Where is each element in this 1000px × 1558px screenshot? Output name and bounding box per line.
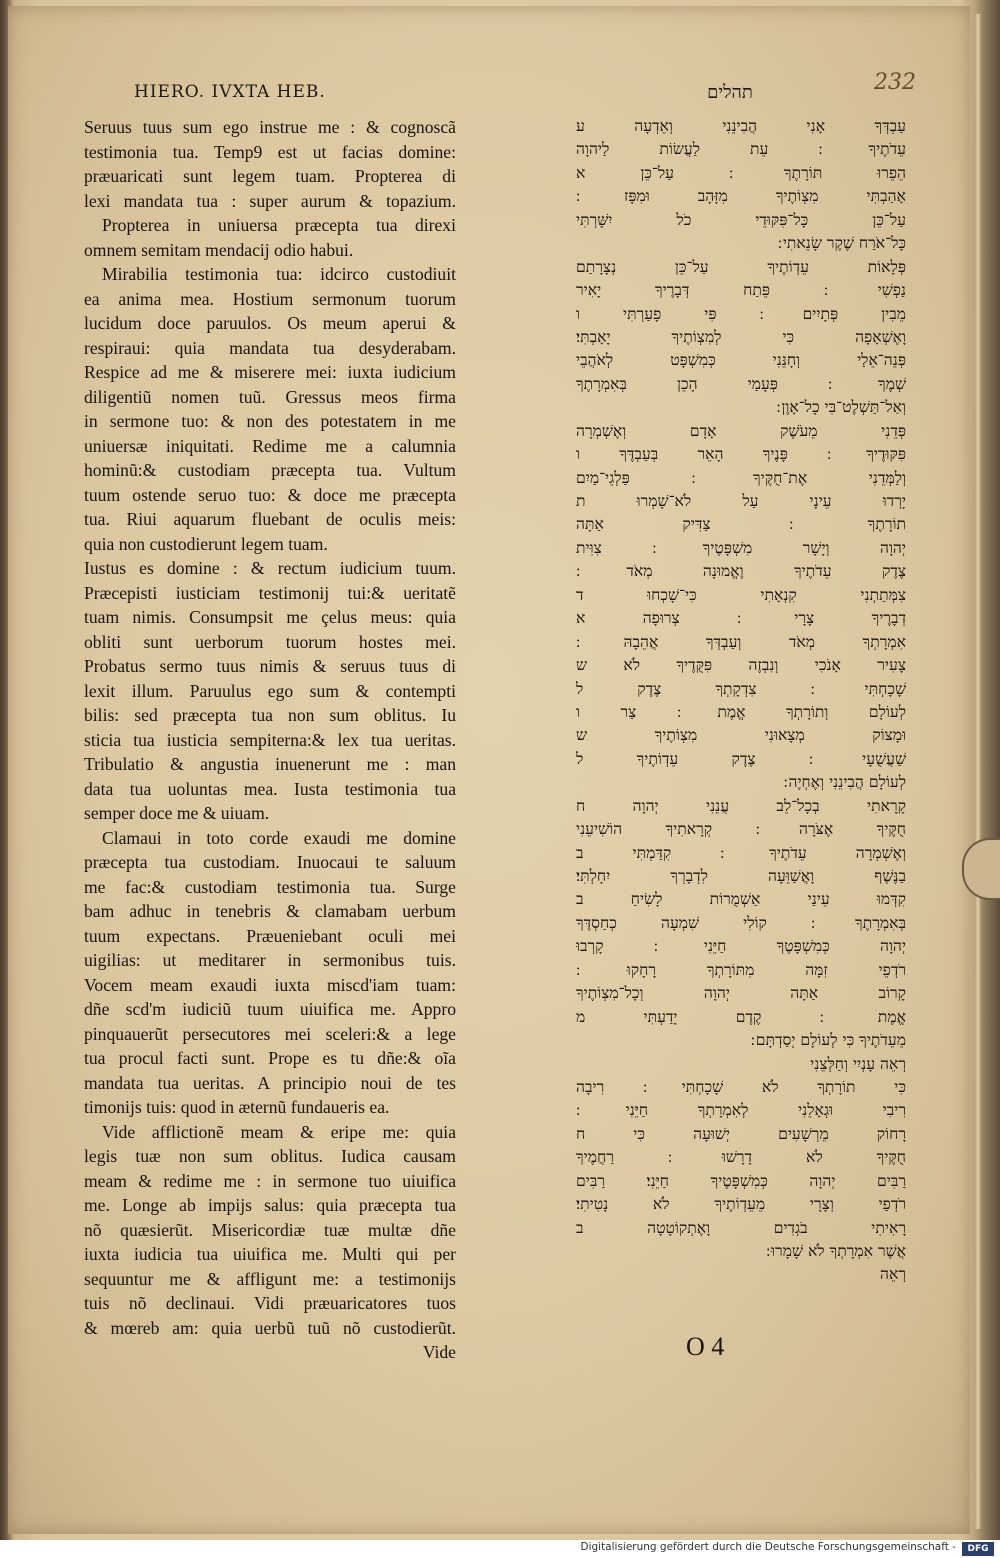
hebrew-line: יְהוָה כְּמִשְׁפָּטֶךָ חַיֵּנִי ׃ קָרְבוּ <box>576 937 906 956</box>
hebrew-line: וּמָצוֹק מְצָאוּנִי מִצְוֹתֶיךָ ש <box>576 726 906 745</box>
latin-line: omnem semitam mendacij odio habui. <box>84 239 354 260</box>
hebrew-line: עַבְדְּךָ אָנִי הֲבִינֵנִי וְאֵדְעָה ע <box>576 117 906 135</box>
folio-number: 232 <box>874 70 916 95</box>
latin-line: Præcepisti iusticiam testimonij tui:& ueritatẽ <box>84 582 456 603</box>
latin-line: Respice ad me & miserere mei: iuxta iudicium <box>84 362 456 382</box>
footer-credit: Digitalisierung gefördert durch die Deutsche Forschungsgemeinschaft - <box>580 1541 956 1553</box>
hebrew-line: רַבִּים יְהוָה כְּמִשְׁפָּטֶיךָ חַיֵּנִי׃ רַבִּים <box>576 1171 906 1190</box>
latin-line: mandata tua ueritas. A principio noui de tes <box>84 1072 456 1093</box>
hebrew-line: קָרוֹב אַתָּה יְהוָה וְכָל־מִצְוֹתֶיךָ <box>576 984 906 1003</box>
latin-line: nõ quæsierũt. Misericordiæ tuæ multæ dñe <box>84 1219 456 1240</box>
hebrew-line: צָעִיר אָנֹכִי וְנִבְזֶה פִּקֻּדֶיךָ לֹא ש <box>576 656 906 675</box>
hebrew-line: צֶדֶק עֵדֹתֶיךָ וֶאֱמוּנָה מְאֹד ׃ <box>576 562 906 581</box>
latin-line: quia non custodierunt legem tuam. <box>84 533 328 554</box>
latin-line: legis tuæ non sum oblitus. Iudica causam <box>84 1146 456 1166</box>
hebrew-line: אֱמֶת ׃ קֶדֶם יָדַעְתִּי מ <box>576 1007 906 1026</box>
latin-line: tuum expectans. Præueniebant oculi mei <box>84 925 456 946</box>
hebrew-line: שְׁמֶךָ ׃ פְּעָמַי הָכֵן בְּאִמְרָתֶךָ <box>576 374 906 393</box>
latin-line: bam adhuc in tenebris & clamabam uerbum <box>84 901 456 921</box>
hebrew-column <box>576 115 906 1335</box>
hebrew-line: יָרְדוּ עֵינָי עַל לֹא־שָׁמְרוּ ת <box>576 492 906 510</box>
latin-line: data tua uoluntas mea. Iusta testimonia tua <box>84 778 456 799</box>
hebrew-line: קִדְּמוּ עֵינַי אַשְׁמֻרוֹת לָשִׂיחַ ב <box>576 890 906 909</box>
hebrew-line: הֵפֵרוּ תּוֹרָתֶךָ ׃ עַל־כֵּן א <box>576 163 906 182</box>
latin-line: timonijs tuis: quod in æternũ fundaueris ea. <box>84 1097 390 1117</box>
hebrew-line: אִמְרָתְךָ מְאֹד וְעַבְדְּךָ אֲהֵבָהּ ׃ <box>576 632 906 651</box>
latin-line: Propterea in uniuersa præcepta tua direxi <box>102 215 456 235</box>
hebrew-line: מֵבִין פְּתָיִים ׃ פִּי פָעַרְתִּי ו <box>576 304 906 323</box>
latin-line: & mœreb am: quia uerbũ tuũ nõ custodierũt. <box>84 1317 456 1338</box>
latin-line: tuis nõ declinaui. Vidi præuaricatores tuos <box>84 1293 456 1313</box>
hebrew-line: מֵעֵדֹתֶיךָ כִּי לְעוֹלָם יְסַדְתָּם ׃ <box>750 1031 906 1050</box>
hebrew-line: צִמְּתַתְנִי קִנְאָתִי כִּי־שָׁכְחוּ ד <box>576 585 906 604</box>
latin-line: tuum ostende seruo tuo: & doce me præcepta <box>84 484 456 505</box>
latin-line: Iustus es domine : & rectum iudicium tuum. <box>84 558 456 578</box>
latin-line: lexit illum. Paruulus ego sum & contempti <box>84 680 456 701</box>
latin-line: meam & redime me : in sermone tuo uiuifica <box>84 1170 456 1191</box>
hebrew-line: תוֹרָתֶךָ ׃ צַדִּיק אַתָּה <box>576 515 906 534</box>
hebrew-line: חֻקֶּיךָ לֹא דָרָשׁוּ ׃ רַחֲמֶיךָ <box>576 1148 906 1167</box>
hebrew-line: רְאֵה עָנְיִי וְחַלְּצֵנִי <box>810 1054 906 1073</box>
latin-line: Seruus tuus sum ego instrue me : & cognoscã <box>84 117 456 137</box>
latin-line: pinquauerũt persecutores mei sceleri:& a lege <box>84 1023 456 1044</box>
hebrew-line: וְאַל־תַּשְׁלֶט־בִּי כָל־אָוֶן ׃ <box>776 398 906 417</box>
hebrew-line: וְאֶשְׁמְרָה עֵדֹתֶיךָ ׃ קִדַּמְתִּי ב <box>576 843 906 862</box>
latin-line: Probatus sermo tuus nimis & seruus tuus di <box>84 656 456 676</box>
signature-mark: O 4 <box>686 1332 725 1361</box>
latin-line: me. Longe ab impijs salus: quia præcepta tua <box>84 1195 456 1215</box>
latin-line: lucidum doce paruulos. Os meum aperui & <box>84 313 456 333</box>
latin-line: respiraui: quia mandata tua desyderabam. <box>84 337 456 358</box>
page-edge <box>975 14 981 1529</box>
dfg-logo: DFG <box>962 1542 994 1556</box>
hebrew-line: וָאֶשְׁאָפָה כִּי לְמִצְוֹתֶיךָ יָאָבְתִּי׃ <box>576 327 906 346</box>
hebrew-line: קָרָאתִי בְכָל־לֵב עֲנֵנִי יְהוָה ח <box>576 796 906 815</box>
hebrew-line: כִּי תוֹרָתְךָ לֹא שָׁכָחְתִּי ׃ רִיבָה <box>576 1077 906 1096</box>
latin-line: sequuntur me & affligunt me: a testimonijs <box>84 1268 456 1289</box>
hebrew-line: נַפְשִׁי ׃ פֵּתַח דְּבָרֶיךָ יָאִיר <box>576 281 906 300</box>
latin-line: tua. Riui aquarum fluebant de oculis meis: <box>84 509 456 529</box>
hebrew-line: דְבָרֶיךָ צָרָי ׃ צְרוּפָה א <box>576 609 906 628</box>
latin-line: iuxta iudicia tua uiuifica me. Multi qui per <box>84 1244 456 1264</box>
hebrew-line: וְלַמְּדֵנִי אֶת־חֻקֶּיךָ ׃ פַּלְגֵי־מַיִם <box>576 468 906 487</box>
latin-line: lexi mandata tua : super aurum & topazium. <box>84 190 456 211</box>
latin-line: testimonia tua. Temp9 est ut facias domine: <box>84 141 456 162</box>
hebrew-line: רֹדְפַי וְצָרָי מֵעֵדְוֹתֶיךָ לֹא נָטִיתִי׃ <box>576 1195 906 1214</box>
latin-line: sticia tua iusticia sempiterna:& lex tua ueritas. <box>84 729 456 750</box>
hebrew-line: שָׁכָחְתִּי ׃ צִדְקָתְךָ צֶדֶק ל <box>576 679 906 698</box>
latin-line: Tribulatio & angustia inuenerunt me : man <box>84 754 456 774</box>
running-head-hebrew: תהלים <box>707 82 753 103</box>
hebrew-line: עֵדֹתֶיךָ ׃ עֵת לַעֲשׂוֹת לַיהוָה <box>576 140 906 159</box>
hebrew-line: רֹדְפֵי זִמָּה מִתּוֹרָתְךָ רָחָקוּ ׃ <box>576 960 906 979</box>
latin-line: bilis: sed præcepta tua non sum oblitus. Iu <box>84 705 456 725</box>
latin-line: uigilias: ut meditarer in sermonibus tuis. <box>84 950 456 970</box>
hebrew-line: חֻקֶּיךָ אֶצֹּרָה ׃ קְרָאתִיךָ הוֹשִׁיעֵנִי <box>576 820 906 839</box>
hebrew-line: כָּל־אֹרַח שֶׁקֶר שָׂנֵאתִי ׃ <box>777 234 906 253</box>
hebrew-line: יְהוָה וְיָשָׁר מִשְׁפָּטֶיךָ ׃ צִוִּית <box>576 538 906 557</box>
hebrew-line: אֲשֶׁר אִמְרָתְךָ לֹא שָׁמָרוּ ׃ <box>766 1242 906 1260</box>
hebrew-line: בַנֶּשֶׁף וָאֲשַׁוֵּעָה לִדְבָרְךָ יִחָלְתִּי׃ <box>576 867 906 885</box>
hebrew-line: שַׁעֲשֻׁעָי ׃ צֶדֶק עֵדְוֹתֶיךָ ל <box>576 749 906 768</box>
hebrew-line: פְּדֵנִי מֵעֹשֶׁק אָדָם וְאֶשְׁמְרָה <box>576 421 906 440</box>
hebrew-line: רִיבִי וּגְאָלֵנִי לְאִמְרָתְךָ חַיֵּנִי ׃ <box>576 1101 906 1120</box>
hebrew-line: רָאִיתִי בֹגְדִים וָאֶתְקוֹטָטָה ב <box>576 1218 906 1237</box>
latin-line: tuam nimis. Consumpsit me çelus meus: quia <box>84 607 456 627</box>
hebrew-line: פְּלָאוֹת עֵדְוֹתֶיךָ עַל־כֵּן נְצָרָתַם <box>576 257 906 276</box>
latin-line: obliti sunt uerborum tuorum hostes mei. <box>84 631 456 652</box>
hebrew-line: אָהַבְתִּי מִצְוֹתֶיךָ מִזָּהָב וּמִפָּז ׃ <box>576 187 906 206</box>
latin-line: tua procul facti sunt. Prope es tu dñe:& oĩa <box>84 1048 456 1068</box>
latin-line: uniuersæ iniquitati. Redime me a calumnia <box>84 435 456 456</box>
hebrew-line: פְּנֵה־אֵלַי וְחָנֵּנִי כְּמִשְׁפָּט לְאֹהֲבֵי <box>576 351 906 370</box>
hebrew-line: פִּקּוּדֶיךָ ׃ פָּנֶיךָ הָאֵר בְּעַבְדֶּךָ ו <box>576 445 906 464</box>
latin-line: dñe scd'm iudiciũ tuum uiuifica me. Appro <box>84 999 456 1019</box>
latin-line: præuaricati sunt legem tuam. Propterea di <box>84 166 456 186</box>
latin-line: præcepta tua custodiam. Inuocaui te saluum <box>84 852 456 872</box>
latin-column <box>84 115 456 1365</box>
hebrew-line: לְעוֹלָם וְתוֹרָתְךָ אֱמֶת ׃ צַר ו <box>576 702 906 721</box>
latin-line: in sermone tuo: & non des potestatem in me <box>84 411 456 431</box>
hebrew-line: רְאֵה <box>880 1265 906 1284</box>
hebrew-line: לְעוֹלָם הֲבִינֵנִי וְאֶחְיֶה ׃ <box>783 773 906 792</box>
hebrew-line: עַל־כֵּן כָּל־פִּקּוּדֵי כֹל יִשָּׁרְתִּי <box>576 210 906 229</box>
latin-line: Mirabilia testimonia tua: idcirco custodiuit <box>102 264 456 284</box>
latin-line: Clamaui in toto corde exaudi me domine <box>102 827 456 848</box>
latin-line: me fac:& custodiam testimonia tua. Surge <box>84 876 456 897</box>
latin-line: Vocem meam exaudi iuxta miscd'iam tuam: <box>84 974 456 995</box>
latin-line: semper doce me & uiuam. <box>84 803 270 823</box>
running-head-latin: HIERO. IVXTA HEB. <box>134 82 326 102</box>
latin-line: Vide afflictionẽ meam & eripe me: quia <box>102 1121 456 1142</box>
hebrew-line: בְּאִמְרָתֶךָ ׃ קוֹלִי שִׁמְעָה כְחַסְדֶּךָ <box>576 913 906 932</box>
hebrew-line: רָחוֹק מֵרְשָׁעִים יְשׁוּעָה כִּי ח <box>576 1124 906 1143</box>
latin-line: hominũ:& custodiam præcepta tua. Vultum <box>84 460 456 480</box>
latin-line: ea anima mea. Hostium sermonum tuorum <box>84 288 456 309</box>
latin-line: diligentiũ nomen tuũ. Gressus meos firma <box>84 386 456 407</box>
latin-line: Vide <box>422 1342 456 1362</box>
